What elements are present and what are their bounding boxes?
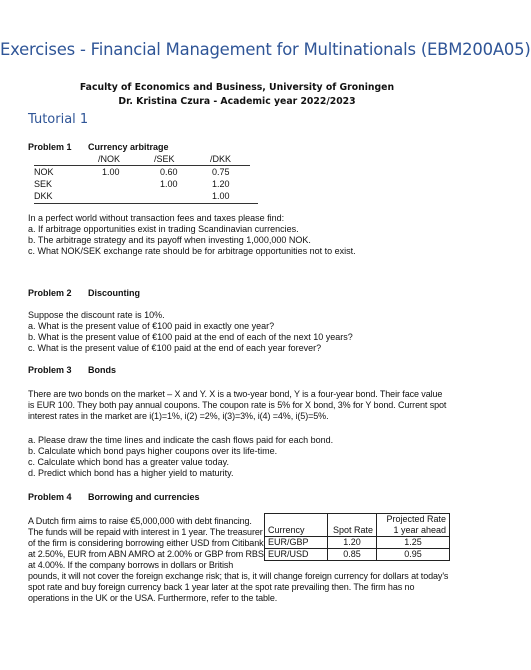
problem1-topic: Currency arbitrage — [88, 142, 169, 152]
rates-table — [264, 513, 450, 561]
column-header: /DKK — [210, 154, 232, 164]
paragraph-line: is EUR 100. They both pay annual coupons. The coupon rate is 5% for X bond, 3% for Y bond. Current spot — [28, 399, 447, 410]
paragraph-line: interest rates in the market are i(1)=1%, i(2) =2%, i(3)=3%, i(4) =4%, i(5)=5%. — [28, 410, 329, 421]
problem1-label: Problem 1 — [28, 142, 72, 152]
table-row — [34, 153, 250, 166]
table-cell — [98, 178, 154, 190]
paragraph-line: at 4.00%. If the company borrows in dollars or British — [28, 559, 234, 570]
column-header: 1 year ahead — [377, 525, 450, 537]
paragraph-line: of the firm is considering borrowing either USD from Citibank — [28, 537, 264, 548]
table-cell: 1.20 — [212, 179, 230, 189]
problem4-full-text — [28, 571, 448, 604]
problem1-text — [28, 213, 356, 257]
row-currency: NOK — [34, 167, 54, 177]
table-row — [265, 514, 450, 526]
paragraph-line: operations in the UK or the USA. Furthermore, refer to the table. — [28, 592, 278, 603]
paragraph-line: pounds, it will not cover the foreign exchange risk; that is, it will change foreign currency for dollars at today's — [28, 571, 449, 581]
problem2-text — [28, 310, 353, 354]
table-row — [34, 190, 250, 202]
row-currency: EUR/USD — [265, 549, 328, 561]
table-cell — [154, 190, 210, 202]
problem3-question-b: b. Calculate which bond pays higher coupons over its life-time. — [28, 445, 278, 456]
table-cell: 1.00 — [102, 167, 120, 177]
projected-rate-cell: 1.25 — [377, 537, 450, 549]
problem1-question-a: a. If arbitrage opportunities exist in trading Scandinavian currencies. — [28, 223, 299, 234]
problem2-question-a: a. What is the present value of €100 paid in exactly one year? — [28, 320, 275, 331]
problem2-question-c: c. What is the present value of €100 paid at the end of each year forever? — [28, 342, 322, 353]
column-header: /NOK — [98, 154, 121, 164]
problem1-question-b: b. The arbitrage strategy and its payoff when investing 1,000,000 NOK. — [28, 234, 311, 245]
table-row — [265, 549, 450, 561]
tutorial-heading: Tutorial 1 — [28, 112, 89, 127]
problem2-question-b: b. What is the present value of €100 paid at the end of each of the next 10 years? — [28, 331, 353, 342]
table-row — [265, 537, 450, 549]
paragraph-line: at 2.50%, EUR from ABN AMRO at 2.00% or GBP from RBS — [28, 548, 264, 559]
problem3-label: Problem 3 — [28, 365, 72, 375]
column-header: /SEK — [154, 154, 175, 164]
paragraph-line: The funds will be repaid with interest in 1 year. The treasurer — [28, 526, 263, 537]
problem3-questions — [28, 435, 333, 479]
projected-rate-cell: 0.95 — [377, 549, 450, 561]
problem2-topic: Discounting — [88, 288, 140, 298]
table-cell: 0.60 — [160, 167, 178, 177]
document-title: Exercises - Financial Management for Multinationals (EBM200A05) — [0, 40, 531, 59]
problem2-label: Problem 2 — [28, 288, 72, 298]
problem2-intro: Suppose the discount rate is 10%. — [28, 310, 165, 320]
problem3-paragraph — [28, 389, 446, 422]
spot-rate-cell: 0.85 — [328, 549, 377, 561]
problem1-intro: In a perfect world without transaction fees and taxes please find: — [28, 213, 285, 223]
faculty-line: Faculty of Economics and Business, University of Groningen — [79, 82, 395, 93]
table-row — [34, 166, 250, 179]
problem4-topic: Borrowing and currencies — [88, 492, 200, 502]
table-bottom-rule — [34, 203, 258, 204]
column-header: Currency — [265, 514, 328, 537]
row-currency: SEK — [34, 179, 53, 189]
column-header: Projected Rate — [377, 514, 450, 526]
table-row — [34, 178, 250, 190]
lecturer-line: Dr. Kristina Czura - Academic year 2022/2023 — [118, 96, 356, 107]
paragraph-line: There are two bonds on the market – X and Y. X is a two-year bond, Y is a four-year bond. Their face value — [28, 389, 443, 399]
problem3-question-c: c. Calculate which bond has a greater value today. — [28, 456, 229, 467]
paragraph-line: A Dutch firm aims to raise €5,000,000 with debt financing. — [28, 516, 252, 526]
column-header: Spot Rate — [328, 514, 377, 537]
table-cell: 0.75 — [212, 167, 230, 177]
problem1-question-c: c. What NOK/SEK exchange rate should be for arbitrage opportunities not to exist. — [28, 245, 356, 256]
row-currency: EUR/GBP — [265, 537, 328, 549]
problem3-question-a: a. Please draw the time lines and indicate the cash flows paid for each bond. — [28, 435, 334, 445]
problem3-topic: Bonds — [88, 365, 116, 375]
table-cell: 1.00 — [212, 191, 230, 201]
problem4-left-text — [28, 516, 262, 571]
problem3-question-d: d. Predict which bond has a higher yield to maturity. — [28, 467, 234, 478]
row-currency: DKK — [34, 191, 53, 201]
table-cell — [98, 190, 154, 202]
problem4-label: Problem 4 — [28, 492, 72, 502]
paragraph-line: spot rate and buy foreign currency back 1 year later at the spot rate prevailing then. The firm has no — [28, 581, 415, 592]
table-cell: 1.00 — [160, 179, 178, 189]
spot-rate-cell: 1.20 — [328, 537, 377, 549]
currency-arbitrage-table — [34, 153, 250, 202]
